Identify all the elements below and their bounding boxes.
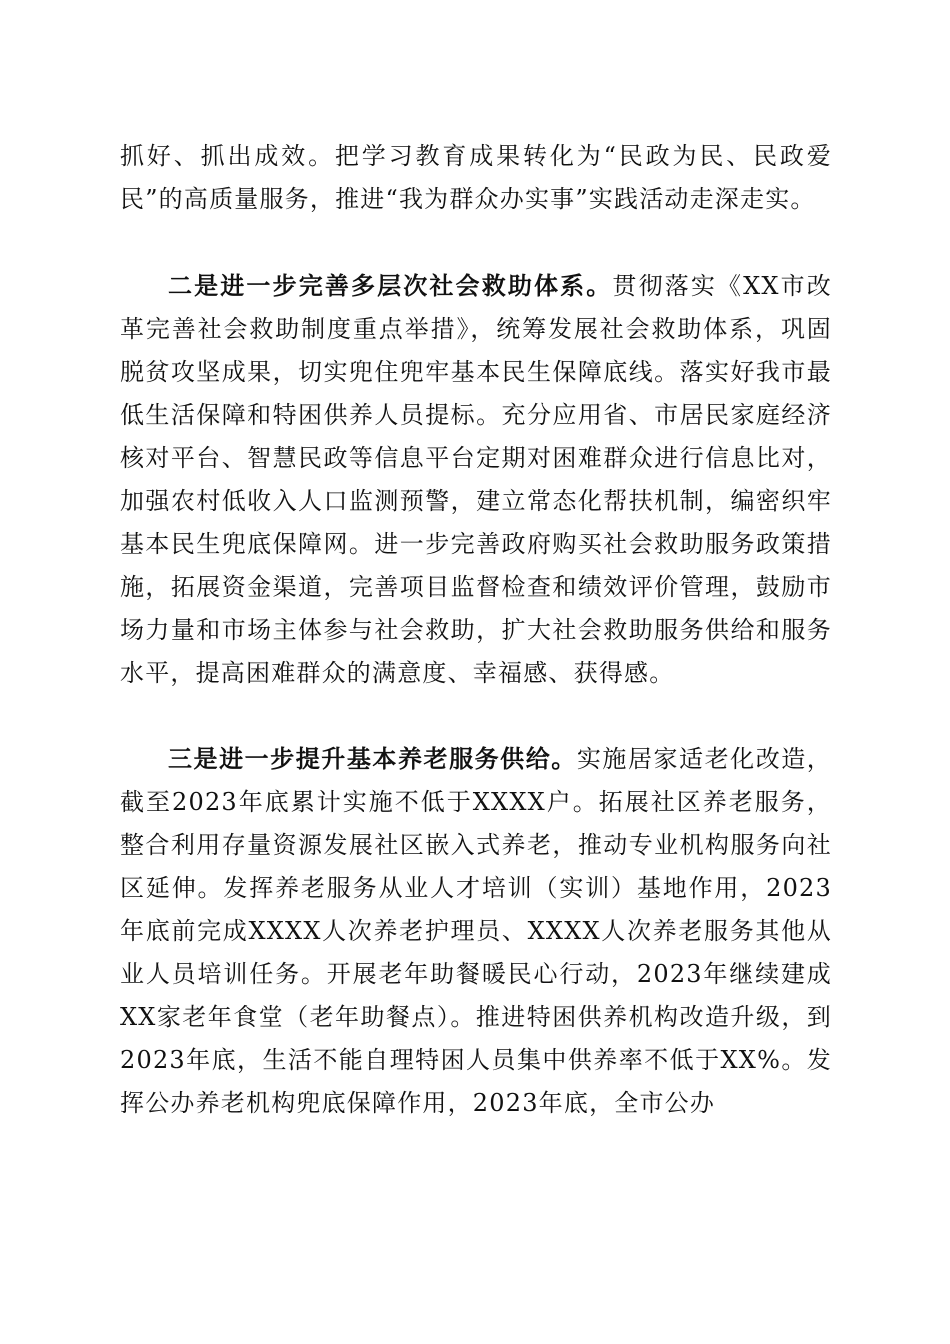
- paragraph-body-2: 贯彻落实《XX市改革完善社会救助制度重点举措》，统筹发展社会救助体系，巩固脱贫攻坚成果，切实兜住兜牢基本民生保障底线。落实好我市最低生活保障和特困供养人员提标。充分应用省、市居民家庭经济核对平台、智慧民政等信息平台定期对困难群众进行信息比对，加强农村低收入人口监测预警，建立常态化帮扶机制，编密织牢基本民生兜底保障网。进一步完善政府购买社会救助服务政策措施，拓展资金渠道，完善项目监督检查和绩效评价管理，鼓励市场力量和市场主体参与社会救助，扩大社会救助服务供给和服务水平，提高困难群众的满意度、幸福感、获得感。: [120, 272, 832, 687]
- paragraph-lead-2: 二是进一步完善多层次社会救助体系。: [168, 271, 613, 300]
- paragraph-2: [120, 264, 832, 695]
- paragraph-continuation: [120, 135, 832, 221]
- paragraph-body-3: 实施居家适老化改造，截至2023年底累计实施不低于XXXX户。拓展社区养老服务，整合利用存量资源发展社区嵌入式养老，推动专业机构服务向社区延伸。发挥养老服务从业人才培训（实训）基地作用，2023年底前完成XXXX人次养老护理员、XXXX人次养老服务其他从业人员培训任务。开展老年助餐暖民心行动，2023年继续建成XX家老年食堂（老年助餐点）。推进特困供养机构改造升级，到2023年底，生活不能自理特困人员集中供养率不低于XX%。发挥公办养老机构兜底保障作用，2023年底，全市公办: [120, 745, 833, 1117]
- paragraph-lead-3: 三是进一步提升基本养老服务供给。: [168, 744, 577, 773]
- paragraph-body-1: 抓好、抓出成效。把学习教育成果转化为“民政为民、民政爱民”的高质量服务，推进“我为群众办实事”实践活动走深走实。: [120, 142, 832, 213]
- paragraph-elderly-care: [120, 737, 832, 1125]
- paragraph-3: [120, 737, 832, 1125]
- paragraph-social-assistance: [120, 264, 832, 695]
